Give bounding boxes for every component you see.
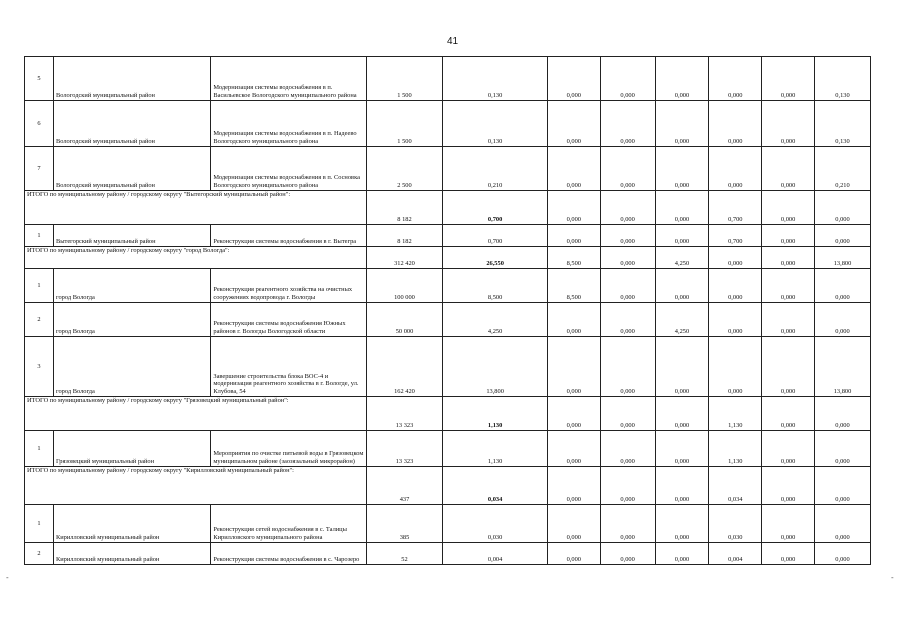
value-cell: 0,000 — [762, 269, 815, 303]
value-cell: 0,000 — [709, 303, 762, 337]
value-cell: 0,000 — [547, 505, 600, 543]
value-cell: 0,000 — [600, 101, 655, 147]
value-cell: 0,000 — [547, 57, 600, 101]
value-cell: 0,000 — [547, 147, 600, 191]
object-cell: Реконструкция системы водоснабжения Южных районов г. Вологды Вологодской области — [211, 303, 366, 337]
row-number: 2 — [25, 543, 54, 565]
total-label: ИТОГО по муниципальному району / городскому округу "Вытегорский муниципальный район": — [25, 191, 367, 225]
value-cell: 0,210 — [443, 147, 548, 191]
value-cell: 0,000 — [600, 247, 655, 269]
value-cell: 13,800 — [443, 337, 548, 397]
value-cell: 0,004 — [709, 543, 762, 565]
municipality-cell: Грязовецкий муниципальный район — [53, 431, 210, 467]
value-cell: 0,000 — [655, 505, 709, 543]
total-row — [25, 397, 871, 431]
value-cell: 0,000 — [600, 225, 655, 247]
value-cell: 0,000 — [762, 101, 815, 147]
value-cell: 8,500 — [547, 247, 600, 269]
value-cell: 0,000 — [655, 269, 709, 303]
value-cell: 0,130 — [443, 101, 548, 147]
value-cell: 0,000 — [709, 269, 762, 303]
value-cell: 162 420 — [366, 337, 443, 397]
value-cell: 0,034 — [709, 467, 762, 505]
value-cell: 13,800 — [815, 247, 871, 269]
value-cell: 0,000 — [815, 467, 871, 505]
row-number: 7 — [25, 147, 54, 191]
value-cell: 0,000 — [762, 57, 815, 101]
table-row — [25, 543, 871, 565]
value-cell: 2 500 — [366, 147, 443, 191]
object-cell: Реконструкция сетей водоснабжения в с. Талицы Кирилловского муниципального района — [211, 505, 366, 543]
value-cell: 0,000 — [547, 191, 600, 225]
left-margin-mark: - — [6, 573, 9, 582]
value-cell: 0,004 — [443, 543, 548, 565]
row-number: 1 — [25, 431, 54, 467]
value-cell: 1,130 — [709, 431, 762, 467]
value-cell: 0,000 — [762, 543, 815, 565]
total-row — [25, 247, 871, 269]
value-cell: 4,250 — [655, 247, 709, 269]
value-cell: 0,000 — [709, 147, 762, 191]
total-label: ИТОГО по муниципальному району / городскому округу "Грязовецкий муниципальный район": — [25, 397, 367, 431]
object-cell: Модернизация системы водоснабжения в п. Сосновка Вологодского муниципального района — [211, 147, 366, 191]
value-cell: 0,000 — [762, 467, 815, 505]
value-cell: 1,130 — [443, 397, 548, 431]
value-cell: 0,000 — [547, 303, 600, 337]
value-cell: 0,000 — [655, 543, 709, 565]
value-cell: 1 500 — [366, 57, 443, 101]
object-cell: Реконструкция реагентного хозяйства на очистных сооружениях водопровода г. Вологды — [211, 269, 366, 303]
value-cell: 0,000 — [762, 303, 815, 337]
value-cell: 8 182 — [366, 191, 443, 225]
value-cell: 8,500 — [547, 269, 600, 303]
value-cell: 0,000 — [655, 337, 709, 397]
value-cell: 0,000 — [762, 191, 815, 225]
value-cell: 0,000 — [762, 147, 815, 191]
row-number: 1 — [25, 505, 54, 543]
municipality-cell: Вологодский муниципальный район — [53, 147, 210, 191]
value-cell: 0,000 — [600, 57, 655, 101]
value-cell: 13 323 — [366, 397, 443, 431]
value-cell: 0,030 — [709, 505, 762, 543]
object-cell: Реконструкция системы водоснабжения в с. Чарозеро — [211, 543, 366, 565]
value-cell: 0,000 — [762, 505, 815, 543]
value-cell: 0,000 — [815, 543, 871, 565]
value-cell: 0,700 — [709, 225, 762, 247]
value-cell: 0,130 — [815, 101, 871, 147]
object-cell: Модернизация системы водоснабжения в п. Васильевское Вологодского муниципального района — [211, 57, 366, 101]
right-margin-mark: - — [891, 573, 894, 582]
value-cell: 0,000 — [547, 467, 600, 505]
value-cell: 0,000 — [600, 543, 655, 565]
value-cell: 0,000 — [655, 147, 709, 191]
value-cell: 0,000 — [709, 337, 762, 397]
value-cell: 0,210 — [815, 147, 871, 191]
table-row — [25, 269, 871, 303]
value-cell: 100 000 — [366, 269, 443, 303]
total-row — [25, 467, 871, 505]
value-cell: 52 — [366, 543, 443, 565]
object-cell: Модернизация системы водоснабжения в п. Надеево Вологодского муниципального района — [211, 101, 366, 147]
value-cell: 0,000 — [655, 57, 709, 101]
object-cell: Завершение строительства блока ВОС-4 и модернизация реагентного хозяйства в г. Вологде, ул. Клубова, 54 — [211, 337, 366, 397]
value-cell: 0,700 — [443, 225, 548, 247]
table-row — [25, 303, 871, 337]
value-cell: 0,000 — [547, 337, 600, 397]
municipality-cell: город Вологда — [53, 269, 210, 303]
value-cell: 0,000 — [655, 431, 709, 467]
municipality-cell: Вологодский муниципальный район — [53, 101, 210, 147]
table-row — [25, 505, 871, 543]
value-cell: 0,000 — [600, 337, 655, 397]
value-cell: 0,000 — [762, 225, 815, 247]
value-cell: 4,250 — [443, 303, 548, 337]
value-cell: 0,000 — [547, 101, 600, 147]
value-cell: 0,000 — [709, 57, 762, 101]
value-cell: 0,000 — [547, 543, 600, 565]
object-cell: Реконструкция системы водоснабжения в г. Вытегра — [211, 225, 366, 247]
value-cell: 0,034 — [443, 467, 548, 505]
value-cell: 312 420 — [366, 247, 443, 269]
value-cell: 0,130 — [815, 57, 871, 101]
value-cell: 0,000 — [655, 467, 709, 505]
value-cell: 0,000 — [547, 225, 600, 247]
value-cell: 13,800 — [815, 337, 871, 397]
value-cell: 0,000 — [762, 431, 815, 467]
total-label: ИТОГО по муниципальному району / городскому округу "Кирилловский муниципальный район": — [25, 467, 367, 505]
value-cell: 26,550 — [443, 247, 548, 269]
value-cell: 8,500 — [443, 269, 548, 303]
value-cell: 0,000 — [815, 225, 871, 247]
row-number: 3 — [25, 337, 54, 397]
municipality-cell: Вытегорский муниципальный район — [53, 225, 210, 247]
value-cell: 385 — [366, 505, 443, 543]
value-cell: 4,250 — [655, 303, 709, 337]
value-cell: 0,000 — [815, 191, 871, 225]
value-cell: 0,000 — [600, 269, 655, 303]
page-number: 41 — [446, 36, 459, 47]
municipality-cell: Кирилловский муниципальный район — [53, 505, 210, 543]
value-cell: 0,000 — [600, 431, 655, 467]
municipality-cell: город Вологда — [53, 337, 210, 397]
object-cell: Мероприятия по очистке питьевой воды в Грязовецком муниципальном районе (заозязальный микрорайон) — [211, 431, 366, 467]
table-row — [25, 57, 871, 101]
value-cell: 0,700 — [709, 191, 762, 225]
value-cell: 0,000 — [762, 397, 815, 431]
value-cell: 0,000 — [600, 467, 655, 505]
value-cell: 0,030 — [443, 505, 548, 543]
value-cell: 0,000 — [709, 247, 762, 269]
value-cell: 0,000 — [815, 269, 871, 303]
value-cell: 8 182 — [366, 225, 443, 247]
table-row — [25, 101, 871, 147]
value-cell: 50 000 — [366, 303, 443, 337]
municipality-cell: Вологодский муниципальный район — [53, 57, 210, 101]
table-row — [25, 337, 871, 397]
municipality-cell: город Вологда — [53, 303, 210, 337]
value-cell: 437 — [366, 467, 443, 505]
table-row — [25, 147, 871, 191]
table-row — [25, 431, 871, 467]
value-cell: 0,000 — [600, 303, 655, 337]
value-cell: 0,000 — [762, 337, 815, 397]
value-cell: 0,000 — [709, 101, 762, 147]
value-cell: 0,000 — [655, 225, 709, 247]
value-cell: 0,000 — [600, 505, 655, 543]
municipality-cell: Кирилловский муниципальный район — [53, 543, 210, 565]
value-cell: 0,000 — [815, 303, 871, 337]
row-number: 6 — [25, 101, 54, 147]
value-cell: 0,000 — [815, 397, 871, 431]
table-row — [25, 225, 871, 247]
table-body — [25, 57, 871, 565]
value-cell: 0,000 — [655, 101, 709, 147]
value-cell: 0,000 — [655, 397, 709, 431]
total-label: ИТОГО по муниципальному району / городскому округу "город Вологда": — [25, 247, 367, 269]
value-cell: 0,000 — [547, 397, 600, 431]
value-cell: 0,000 — [600, 147, 655, 191]
value-cell: 1 500 — [366, 101, 443, 147]
value-cell: 13 323 — [366, 431, 443, 467]
value-cell: 0,000 — [762, 247, 815, 269]
value-cell: 0,000 — [600, 397, 655, 431]
financing-table — [24, 56, 871, 565]
value-cell: 0,000 — [815, 505, 871, 543]
value-cell: 0,000 — [815, 431, 871, 467]
row-number: 2 — [25, 303, 54, 337]
value-cell: 1,130 — [709, 397, 762, 431]
value-cell: 0,000 — [547, 431, 600, 467]
value-cell: 0,700 — [443, 191, 548, 225]
value-cell: 1,130 — [443, 431, 548, 467]
value-cell: 0,000 — [600, 191, 655, 225]
value-cell: 0,000 — [655, 191, 709, 225]
row-number: 1 — [25, 225, 54, 247]
row-number: 1 — [25, 269, 54, 303]
total-row — [25, 191, 871, 225]
row-number: 5 — [25, 57, 54, 101]
value-cell: 0,130 — [443, 57, 548, 101]
